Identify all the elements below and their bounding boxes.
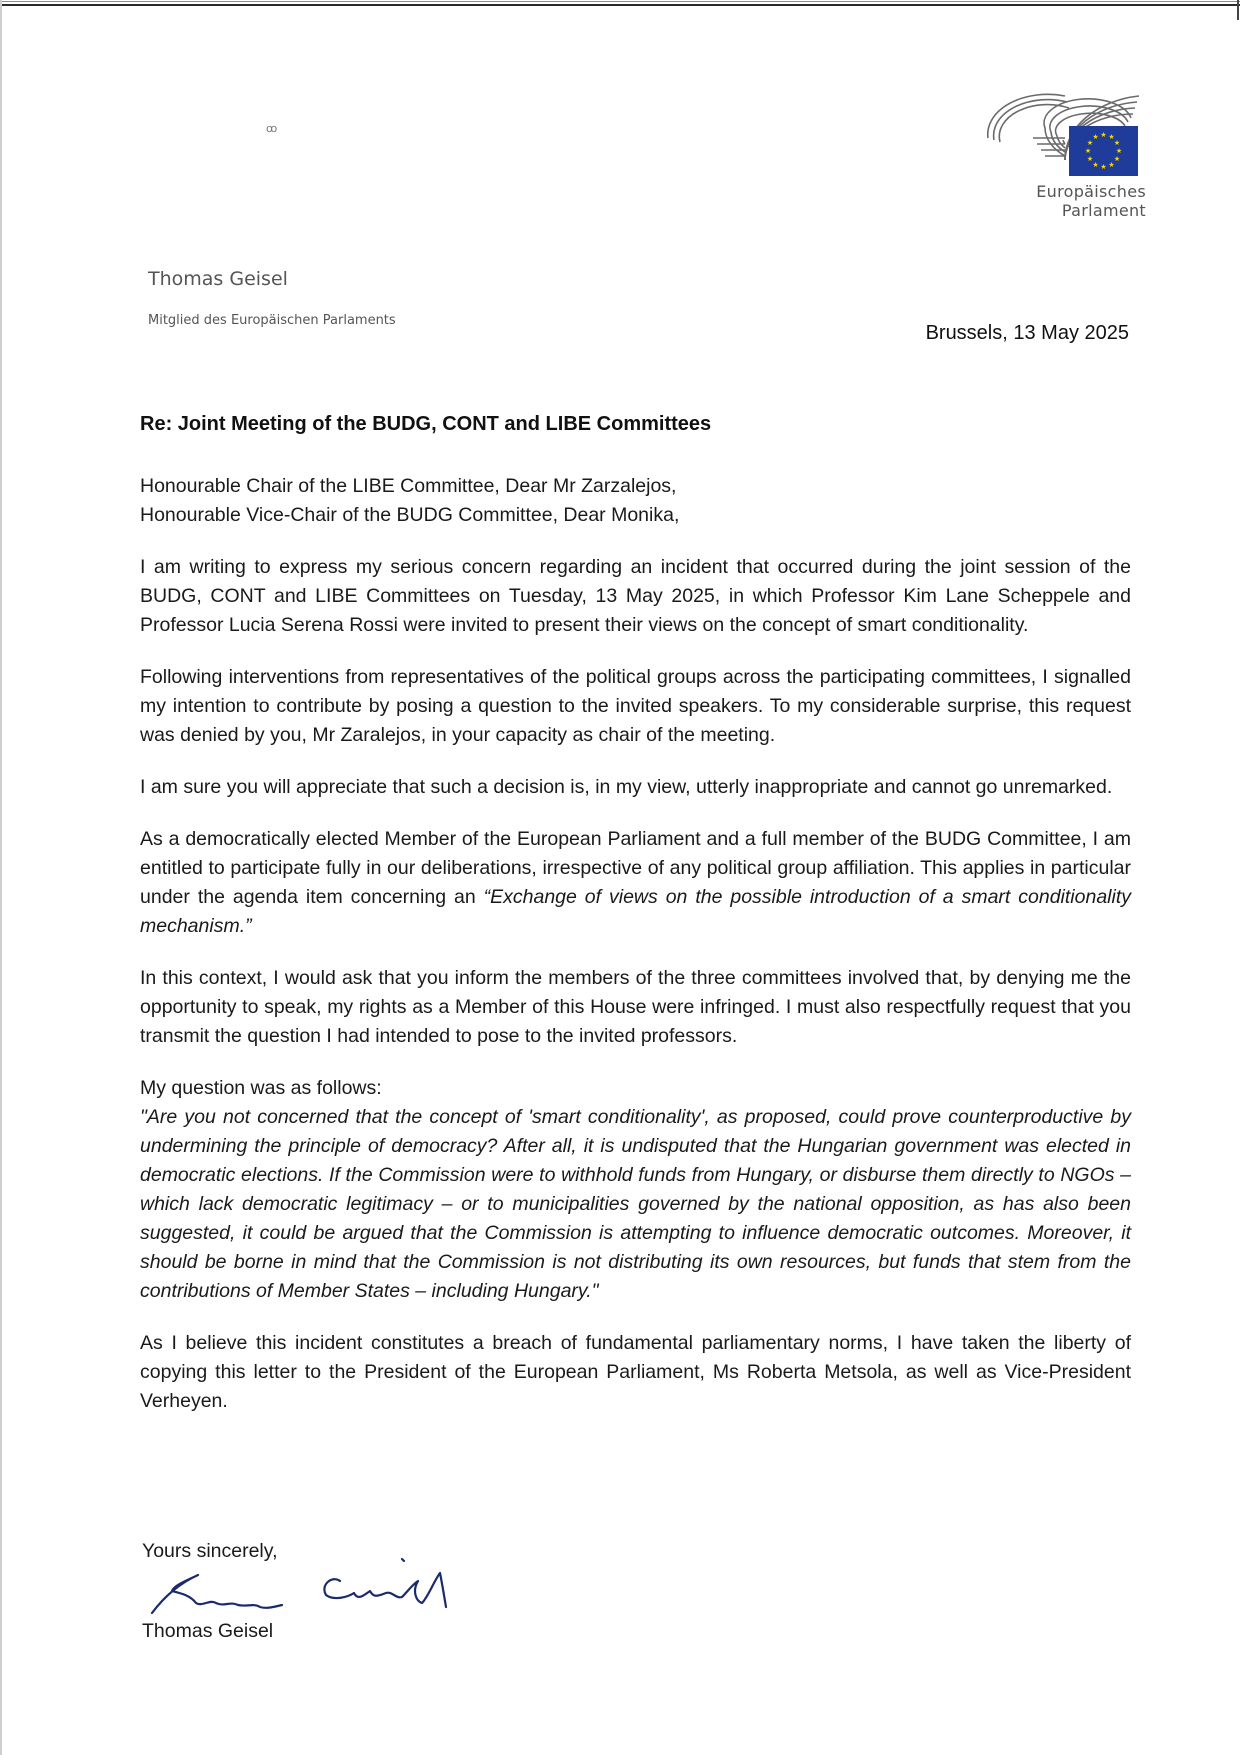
svg-text:★: ★: [1092, 161, 1099, 169]
scan-edge-top: [0, 4, 1240, 6]
paragraph-4: [140, 825, 1131, 941]
letter-date: Brussels, 13 May 2025: [925, 322, 1129, 344]
sender-role: Mitglied des Europäischen Parlaments: [148, 313, 396, 328]
paragraph-6: As I believe this incident constitutes a breach of fundamental parliamentary norms, I have taken the liberty of copying this letter to the President of the European Parliament, Ms Roberta Metsola, as well as Vice-President Verheyen.: [140, 1332, 1131, 1412]
parliament-hemicycle-icon: [985, 88, 1145, 188]
paragraph-4-agenda-item: “Exchange of views on the possible introduction of a smart conditionality mechanism.”: [140, 886, 1132, 937]
svg-text:★: ★: [1084, 147, 1092, 155]
question-quote: "Are you not concerned that the concept of 'smart conditionality', as proposed, could prove counterproductive by undermining the principle of democracy? After all, it is undisputed that the Hungarian government was elected in democratic elections. If the Commission were to withhold funds from Hungary, or disburse them directly to NGOs – which lack democratic legitimacy – or to municipalities governed by the national opposition, as has also been suggested, it could be argued that the Commission is attempting to influence democratic outcomes. Moreover, it should be borne in mind that the Commission is not distributing its own resources, but funds that stem from the contributions of Member States – including Hungary.": [140, 1106, 1131, 1302]
question-intro: My question was as follows:: [140, 1077, 382, 1099]
scan-edge-top-thin: [0, 1, 1240, 2]
paragraph-5: In this context, I would ask that you inform the members of the three committees involved that, by denying me the opportunity to speak, my rights as a Member of this House were infringed. I must also respectfully request that you transmit the question I had intended to pose to the invited professors.: [140, 967, 1131, 1047]
letter-body: [140, 472, 1131, 1439]
svg-text:★: ★: [1108, 161, 1115, 169]
scan-speck: ꝏ: [266, 123, 278, 135]
scan-edge-right: [1237, 0, 1239, 20]
paragraph-2: Following interventions from representatives of the political groups across the participating committees, I signalled my intention to contribute by posing a question to the invited speakers. To my considerable surprise, this request was denied by you, Mr Zaralejos, in your capacity as chair of the meeting.: [140, 666, 1131, 746]
paragraph-1: I am writing to express my serious concern regarding an incident that occurred during the joint session of the BUDG, CONT and LIBE Committees on Tuesday, 13 May 2025, in which Professor Kim Lane Scheppele and Professor Lucia Serena Rossi were invited to present their views on the concept of smart conditionality.: [140, 556, 1131, 636]
salutation: [140, 472, 1131, 530]
sender-name: Thomas Geisel: [148, 268, 288, 290]
handwritten-signature: [150, 1545, 480, 1630]
paragraph-4-text: As a democratically elected Member of the European Parliament and a full member of the BUDG Committee, I am entitled to participate fully in our deliberations, irrespective of any political group affiliation. This applies in particular under the agenda item concerning an: [140, 828, 1131, 908]
signer-name: Thomas Geisel: [142, 1620, 274, 1642]
svg-text:★: ★: [1100, 131, 1107, 139]
letter-subject: Re: Joint Meeting of the BUDG, CONT and LIBE Committees: [140, 413, 712, 435]
european-parliament-logo: [985, 88, 1145, 188]
svg-text:★: ★: [1108, 133, 1115, 141]
closing: Yours sincerely,: [142, 1540, 278, 1562]
paragraph-3: I am sure you will appreciate that such a decision is, in my view, utterly inappropriate and cannot go unremarked.: [140, 776, 1113, 798]
svg-text:★: ★: [1086, 139, 1094, 147]
svg-text:★: ★: [1113, 155, 1121, 163]
salutation-line-1: Honourable Chair of the LIBE Committee, Dear Mr Zarzalejos,: [140, 475, 677, 497]
svg-text:★: ★: [1115, 147, 1123, 155]
svg-text:★: ★: [1086, 155, 1094, 163]
svg-text:★: ★: [1113, 139, 1121, 147]
scan-edge-left: [0, 0, 2, 1755]
svg-text:★: ★: [1100, 163, 1107, 171]
logo-caption: Europäisches Parlament: [1036, 182, 1146, 220]
svg-text:★: ★: [1092, 133, 1099, 141]
salutation-line-2: Honourable Vice-Chair of the BUDG Committee, Dear Monika,: [140, 504, 680, 526]
